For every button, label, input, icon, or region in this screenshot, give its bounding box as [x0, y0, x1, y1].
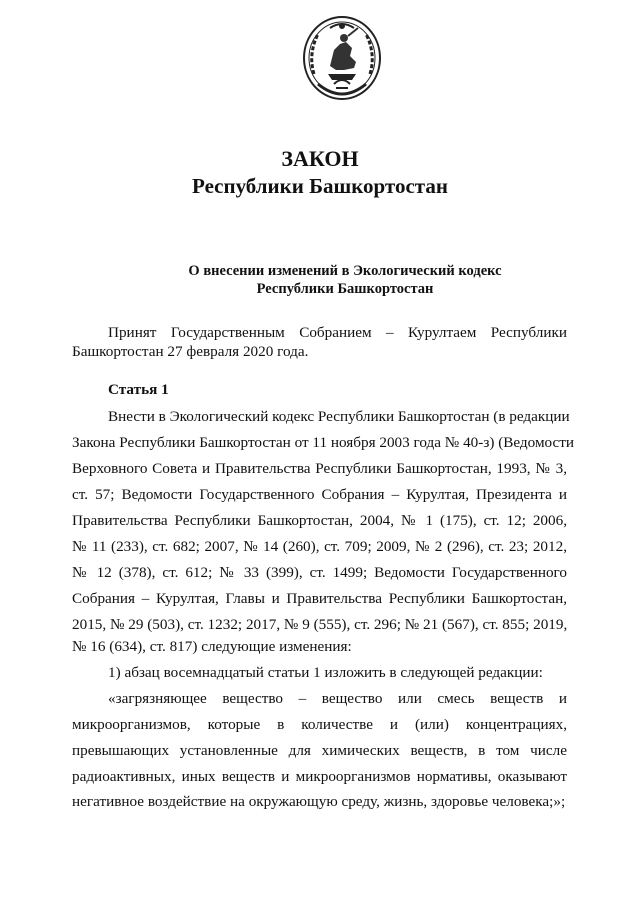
- law-heading-line-2: Республики Башкортостан: [256, 281, 434, 297]
- quote-line: микроорганизмов, которые в количестве и (или) концентрациях,: [72, 716, 567, 733]
- quote-line: радиоактивных, иных веществ и микроорганизмов нормативы, оказывают: [72, 768, 567, 785]
- article-line: Внести в Экологический кодекс Республики Башкортостан (в редакции: [108, 408, 570, 425]
- article-line: № 16 (634), ст. 817) следующие изменения:: [72, 638, 352, 655]
- law-title: ЗАКОН: [281, 146, 359, 171]
- adopted-line-2: Башкортостан 27 февраля 2020 года.: [72, 343, 309, 360]
- article-line: ст. 57; Ведомости Государственного Собрания – Курултая, Президента и: [72, 486, 567, 503]
- article-heading: Статья 1: [108, 381, 169, 398]
- quote-line: «загрязняющее вещество – вещество или смесь веществ и: [108, 690, 567, 707]
- article-line: 2015, № 29 (503), ст. 1232; 2017, № 9 (555), ст. 296; № 21 (567), ст. 855; 2019,: [72, 616, 568, 633]
- quote-line: негативное воздействие на окружающую среду, жизнь, здоровье человека;»;: [72, 793, 566, 810]
- adopted-line-1: Принят Государственным Собранием – Курултаем Республики: [108, 324, 567, 341]
- article-line: Правительства Республики Башкортостан, 2004, № 1 (175), ст. 12; 2006,: [72, 512, 567, 529]
- quote-line: превышающих установленные для химических веществ, в том числе: [72, 742, 567, 759]
- law-subtitle: Республики Башкортостан: [192, 174, 448, 198]
- article-line: Собрания – Курултая, Главы и Правительства Республики Башкортостан,: [72, 590, 567, 607]
- article-line: № 12 (378), ст. 612; № 33 (399), ст. 1499; Ведомости Государственного: [72, 564, 567, 581]
- article-line: Закона Республики Башкортостан от 11 ноября 2003 года № 40-з) (Ведомости: [72, 434, 575, 451]
- law-heading-line-1: О внесении изменений в Экологический кодекс: [188, 263, 502, 279]
- coat-of-arms-emblem: [300, 14, 384, 104]
- article-line: № 11 (233), ст. 682; 2007, № 14 (260), ст. 709; 2009, № 2 (296), ст. 23; 2012,: [72, 538, 567, 555]
- article-line: Верховного Совета и Правительства Республики Башкортостан, 1993, № 3,: [72, 460, 567, 477]
- item-1: 1) абзац восемнадцатый статьи 1 изложить в следующей редакции:: [108, 664, 543, 681]
